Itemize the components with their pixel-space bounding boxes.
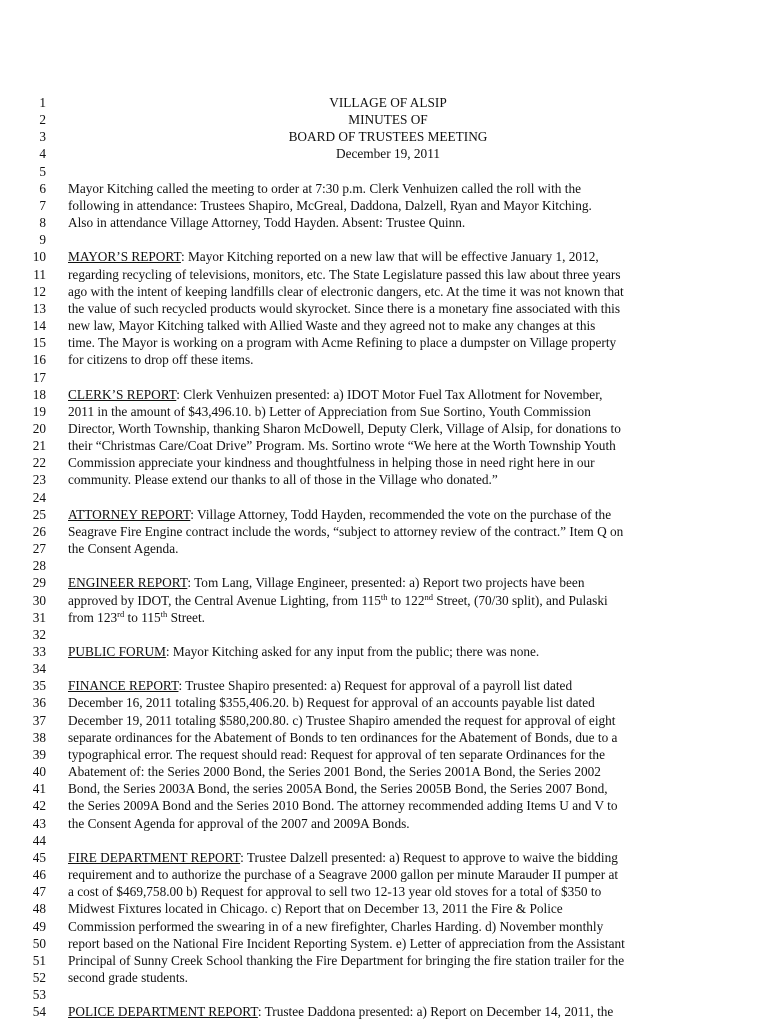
document-line [0, 712, 768, 729]
line-number: 29 [32, 575, 46, 591]
document-line [0, 815, 768, 832]
line-text: Director, Worth Township, thanking Sharon McDowell, Deputy Clerk, Village of Alsip, for donations to [68, 420, 621, 436]
document-line [0, 780, 768, 797]
section-line [68, 386, 708, 403]
line-number: 8 [39, 215, 46, 231]
line-text: Mayor Kitching called the meeting to order at 7:30 p.m. Clerk Venhuizen called the roll with the [68, 180, 582, 196]
line-number: 38 [32, 729, 46, 745]
line-number: 23 [32, 472, 46, 488]
line-number: 36 [32, 695, 46, 711]
document-line [0, 883, 768, 900]
line-number: 11 [33, 266, 46, 282]
line-number: 49 [32, 918, 46, 934]
line-number: 27 [32, 541, 46, 557]
line-text: Also in attendance Village Attorney, Todd Hayden. Absent: Trustee Quinn. [68, 215, 466, 231]
line-number: 47 [32, 884, 46, 900]
line-text: December 16, 2011 totaling $355,406.20. b) Request for approval of an accounts payable list dated [68, 695, 595, 711]
line-text: December 19, 2011 totaling $580,200.80. c) Trustee Shapiro amended the request for approval of eight [68, 712, 616, 728]
line-text: Commission appreciate your kindness and thoughtfulness in helping those in need right here in our [68, 455, 595, 471]
document-line [0, 677, 768, 694]
line-number: 3 [39, 129, 46, 145]
document-line [0, 145, 768, 162]
text-segment: to 115 [124, 609, 161, 625]
document-line [0, 489, 768, 506]
document-line [0, 986, 768, 1003]
document-line [0, 471, 768, 488]
line-number: 12 [32, 283, 46, 299]
line-number: 37 [32, 712, 46, 728]
line-number: 39 [32, 746, 46, 762]
document-line [0, 369, 768, 386]
ordinal-suffix: th [160, 608, 168, 619]
line-number: 53 [32, 987, 46, 1003]
line-text [68, 609, 708, 626]
line-number: 33 [32, 644, 46, 659]
document-line [0, 523, 768, 540]
line-text: Principal of Sunny Creek School thanking the Fire Department for bringing the fire station trailer for the [68, 952, 625, 968]
section-heading: ATTORNEY REPORT [68, 506, 191, 522]
title-line: VILLAGE OF ALSIP [329, 95, 447, 110]
document-line [0, 969, 768, 986]
section-line [68, 574, 708, 591]
line-number: 16 [32, 352, 46, 368]
document-line [0, 351, 768, 368]
line-number: 21 [32, 438, 46, 454]
document-line [0, 437, 768, 454]
document-line [0, 163, 768, 180]
line-number: 50 [32, 935, 46, 951]
document-line [0, 935, 768, 952]
document-line [0, 231, 768, 248]
line-text: a cost of $469,758.00 b) Request for approval to sell two 12-13 year old stoves for a total of $350 to [68, 884, 602, 900]
section-line [68, 248, 708, 265]
document-line [0, 111, 768, 128]
document-line [0, 918, 768, 935]
line-number: 30 [32, 592, 46, 608]
line-text: : Village Attorney, Todd Hayden, recommended the vote on the purchase of the [190, 506, 612, 522]
line-number: 52 [32, 969, 46, 985]
section-heading: FIRE DEPARTMENT REPORT [68, 849, 241, 865]
text-segment: Street. [167, 609, 205, 625]
section-heading: ENGINEER REPORT [68, 575, 188, 591]
line-text: : Trustee Dalzell presented: a) Request to approve to waive the bidding [240, 849, 618, 865]
line-text: : Tom Lang, Village Engineer, presented: a) Report two projects have been [187, 575, 585, 591]
document-line [0, 214, 768, 231]
line-text: ago with the intent of keeping landfills clear of electronic dangers, etc. At the time it was not known that [68, 283, 624, 299]
minutes-body [0, 94, 768, 1020]
document-line [0, 900, 768, 917]
line-number: 19 [32, 403, 46, 419]
line-number: 40 [32, 764, 46, 780]
line-number: 4 [39, 146, 46, 162]
line-text: report based on the National Fire Incident Reporting System. e) Letter of appreciation from the Assistant [68, 935, 625, 951]
line-number: 28 [32, 558, 46, 574]
section-line [68, 506, 708, 523]
line-text: regarding recycling of televisions, monitors, etc. The State Legislature passed this law about three years [68, 266, 621, 282]
document-line [0, 746, 768, 763]
line-number: 14 [32, 318, 46, 334]
line-text: typographical error. The request should read: Request for approval of ten separate Ordinances for the [68, 746, 605, 762]
document-line [0, 832, 768, 849]
document-line [0, 128, 768, 145]
line-number: 9 [39, 232, 46, 248]
text-segment: approved by IDOT, the Central Avenue Lighting, from 115 [68, 592, 381, 608]
line-number: 26 [32, 523, 46, 539]
line-text: Midwest Fixtures located in Chicago. c) Report that on December 13, 2011 the Fire & Police [68, 901, 563, 917]
line-number: 6 [39, 180, 46, 196]
section-line [68, 849, 708, 866]
line-number: 7 [39, 197, 46, 213]
line-number: 46 [32, 867, 46, 883]
line-number: 42 [32, 798, 46, 814]
document-line [0, 557, 768, 574]
document-line [0, 386, 768, 403]
title-line: December 19, 2011 [336, 146, 440, 162]
line-number: 32 [32, 626, 46, 642]
document-line [0, 609, 768, 626]
line-number: 1 [39, 95, 46, 110]
line-number: 17 [32, 369, 46, 385]
document-line [0, 180, 768, 197]
line-text: their “Christmas Care/Coat Drive” Program. Ms. Sortino wrote “We here at the Worth Township Youth [68, 438, 616, 454]
document-line [0, 334, 768, 351]
section-heading: PUBLIC FORUM [68, 644, 166, 659]
ordinal-suffix: rd [117, 608, 125, 619]
document-line [0, 403, 768, 420]
line-text: time. The Mayor is working on a program with Acme Refining to place a dumpster on Village property [68, 335, 617, 351]
line-number: 34 [32, 661, 46, 677]
line-number: 51 [32, 952, 46, 968]
line-text: : Trustee Shapiro presented: a) Request for approval of a payroll list dated [178, 678, 573, 694]
line-text: new law, Mayor Kitching talked with Allied Waste and they agreed not to make any changes at this [68, 318, 596, 334]
document-line [0, 506, 768, 523]
document-line [0, 1003, 768, 1020]
line-number: 43 [32, 815, 46, 831]
section-heading: POLICE DEPARTMENT REPORT [68, 1004, 258, 1020]
line-text: : Mayor Kitching asked for any input from the public; there was none. [165, 644, 540, 659]
document-line [0, 866, 768, 883]
section-line [68, 677, 708, 694]
section-line [68, 643, 708, 660]
line-text: community. Please extend our thanks to all of those in the Village who donated.” [68, 472, 498, 488]
line-number: 44 [32, 832, 46, 848]
line-number: 18 [32, 386, 46, 402]
line-number: 2 [39, 112, 46, 128]
line-number: 54 [32, 1004, 46, 1020]
line-number: 25 [32, 506, 46, 522]
line-text: the Consent Agenda. [68, 541, 179, 557]
line-text: Commission performed the swearing in of a new firefighter, Charles Harding. d) November monthly [68, 918, 604, 934]
line-text: Seagrave Fire Engine contract include the words, “subject to attorney review of the contract.” Item Q on [68, 523, 624, 539]
line-text: the value of such recycled products would skyrocket. Since there is a monetary fine associated with this [68, 300, 621, 316]
ordinal-suffix: nd [424, 591, 433, 602]
text-segment: Street, (70/30 split), and Pulaski [432, 592, 608, 608]
line-text: following in attendance: Trustees Shapiro, McGreal, Daddona, Dalzell, Ryan and Mayor Kitching. [68, 197, 592, 213]
document-line [0, 849, 768, 866]
document-line [0, 248, 768, 265]
document-line [0, 300, 768, 317]
line-text: the Series 2009A Bond and the Series 2010 Bond. The attorney recommended adding Items U and V to [68, 798, 618, 814]
line-number: 24 [32, 489, 46, 505]
document-line [0, 660, 768, 677]
line-text: for citizens to drop off these items. [68, 352, 254, 368]
line-number: 35 [32, 678, 46, 694]
line-text: second grade students. [68, 969, 189, 985]
document-line [0, 197, 768, 214]
line-text: : Clerk Venhuizen presented: a) IDOT Motor Fuel Tax Allotment for November, [176, 386, 603, 402]
section-heading: MAYOR’S REPORT [68, 249, 181, 265]
document-line [0, 694, 768, 711]
line-number: 22 [32, 455, 46, 471]
document-line [0, 729, 768, 746]
section-heading: CLERK’S REPORT [68, 386, 177, 402]
text-segment: to 122 [387, 592, 425, 608]
section-heading: FINANCE REPORT [68, 678, 179, 694]
line-text: Abatement of: the Series 2000 Bond, the Series 2001 Bond, the Series 2001A Bond, the Series 2002 [68, 764, 601, 780]
line-text: : Mayor Kitching reported on a new law that will be effective January 1, 2012, [180, 249, 599, 265]
document-line [0, 763, 768, 780]
document-line [0, 266, 768, 283]
ordinal-suffix: th [380, 591, 388, 602]
document-line [0, 540, 768, 557]
line-number: 13 [32, 300, 46, 316]
document-line [0, 592, 768, 609]
line-text: the Consent Agenda for approval of the 2007 and 2009A Bonds. [68, 815, 410, 831]
line-text [68, 592, 708, 609]
title-line: MINUTES OF [348, 112, 428, 128]
line-number: 10 [32, 249, 46, 265]
document-line [0, 94, 768, 111]
line-number: 15 [32, 335, 46, 351]
title-line: BOARD OF TRUSTEES MEETING [288, 129, 488, 145]
line-text: separate ordinances for the Abatement of Bonds to ten ordinances for the Abatement of Bonds, due to a [68, 729, 618, 745]
document-line [0, 454, 768, 471]
line-number: 20 [32, 420, 46, 436]
document-line [0, 420, 768, 437]
text-segment: from 123 [68, 609, 118, 625]
line-text: requirement and to authorize the purchase of a Seagrave 2000 gallon per minute Marauder II pumper at [68, 867, 619, 883]
line-number: 45 [32, 849, 46, 865]
document-line [0, 283, 768, 300]
document-line [0, 574, 768, 591]
line-text: Bond, the Series 2003A Bond, the series 2005A Bond, the Series 2005B Bond, the Series 2007 Bond, [68, 781, 608, 797]
document-line [0, 626, 768, 643]
document-line [0, 797, 768, 814]
line-number: 41 [32, 781, 46, 797]
line-number: 48 [32, 901, 46, 917]
document-line [0, 952, 768, 969]
line-text: : Trustee Daddona presented: a) Report on December 14, 2011, the [257, 1004, 614, 1020]
line-text: 2011 in the amount of $43,496.10. b) Letter of Appreciation from Sue Sortino, Youth Commission [68, 403, 591, 419]
line-number: 31 [32, 609, 46, 625]
document-line [0, 317, 768, 334]
section-line [68, 1003, 708, 1020]
line-number: 5 [39, 163, 46, 179]
document-line [0, 643, 768, 660]
